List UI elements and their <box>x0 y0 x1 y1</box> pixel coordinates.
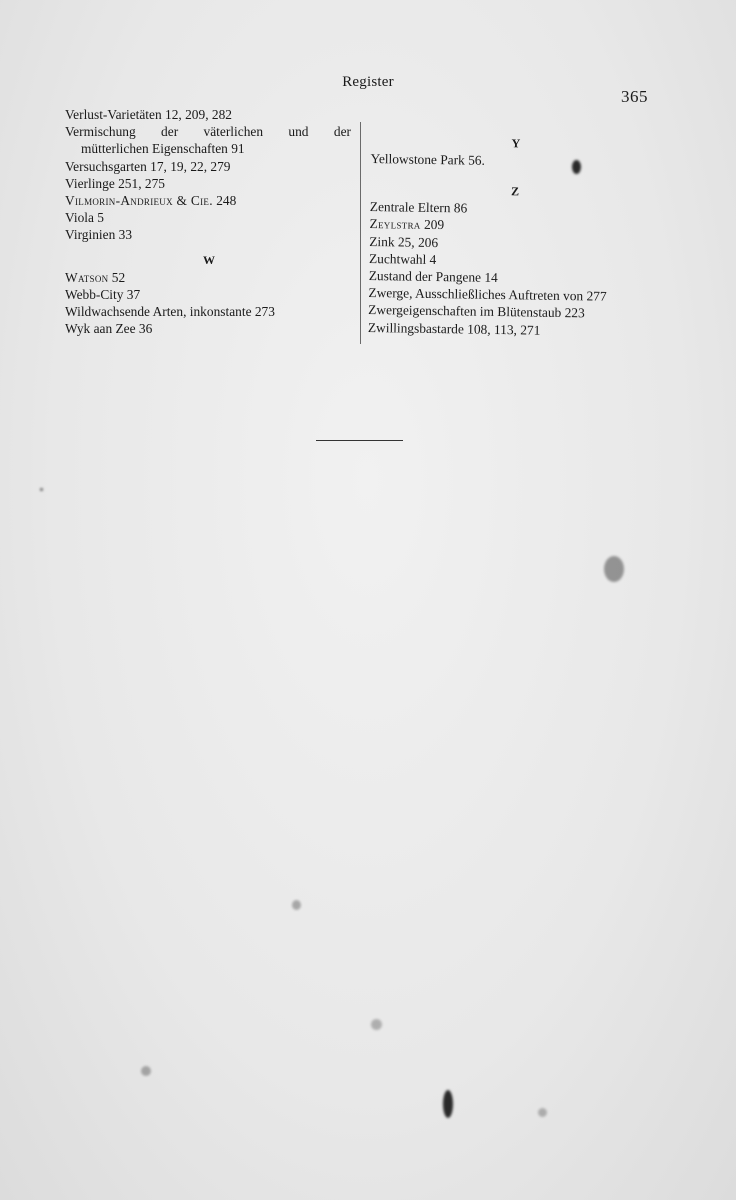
index-entry <box>65 192 353 209</box>
index-entry-pages: 209 <box>420 217 445 233</box>
index-entry <box>65 269 353 286</box>
index-entry: Zwerge, Ausschließliches Auftreten von 277 <box>368 285 607 304</box>
index-entry-pages: 248 <box>212 193 237 209</box>
index-entry: Versuchsgarten 17, 19, 22, 279 <box>65 158 231 174</box>
section-letter-w: W <box>203 252 215 267</box>
index-entry-name: Zeylstra <box>369 216 421 233</box>
index-entry: Zwillingsbastarde 108, 113, 271 <box>367 319 541 338</box>
index-column-right <box>368 133 661 340</box>
ink-speck <box>40 488 43 491</box>
column-divider <box>360 122 361 344</box>
index-entry-pages: 52 <box>108 269 126 285</box>
ink-speck <box>443 1090 453 1118</box>
index-entry: Vermischung der väterlichen und der <box>65 124 351 140</box>
end-rule <box>316 440 403 441</box>
ink-speck <box>141 1066 151 1076</box>
index-entry-name: Vilmorin-Andrieux & Cie. <box>65 193 213 209</box>
index-entry: Yellowstone Park 56. <box>370 150 486 168</box>
index-entry: Zuchtwahl 4 <box>368 250 437 267</box>
index-column-left <box>65 106 353 337</box>
index-entry: Vierlinge 251, 275 <box>65 175 165 191</box>
index-entry: Virginien 33 <box>65 227 133 243</box>
section-letter-y: Y <box>511 136 521 151</box>
ink-speck <box>604 556 624 582</box>
index-entry: Verlust-Varietäten 12, 209, 282 <box>65 107 232 122</box>
index-entry: Webb-City 37 <box>65 286 141 302</box>
index-entry: Zentrale Eltern 86 <box>369 199 468 216</box>
running-header: Register <box>342 74 394 90</box>
index-entry-continuation: mütterlichen Eigenschaften 91 <box>81 141 245 157</box>
index-entry: Zink 25, 206 <box>369 233 439 250</box>
index-entry-name: Watson <box>65 269 109 285</box>
index-entry: Zustand der Pangene 14 <box>368 267 498 286</box>
page-number: 365 <box>621 87 648 106</box>
ink-speck <box>572 160 581 174</box>
index-entry: Zwergeigenschaften im Blütenstaub 223 <box>368 302 585 321</box>
ink-speck <box>371 1019 382 1030</box>
index-entry: Viola 5 <box>65 210 104 226</box>
ink-speck <box>292 900 301 910</box>
section-letter-z: Z <box>510 184 520 199</box>
index-entry: Wyk aan Zee 36 <box>65 321 153 337</box>
index-entry: Wildwachsende Arten, inkonstante 273 <box>65 304 275 320</box>
ink-speck <box>538 1108 547 1117</box>
